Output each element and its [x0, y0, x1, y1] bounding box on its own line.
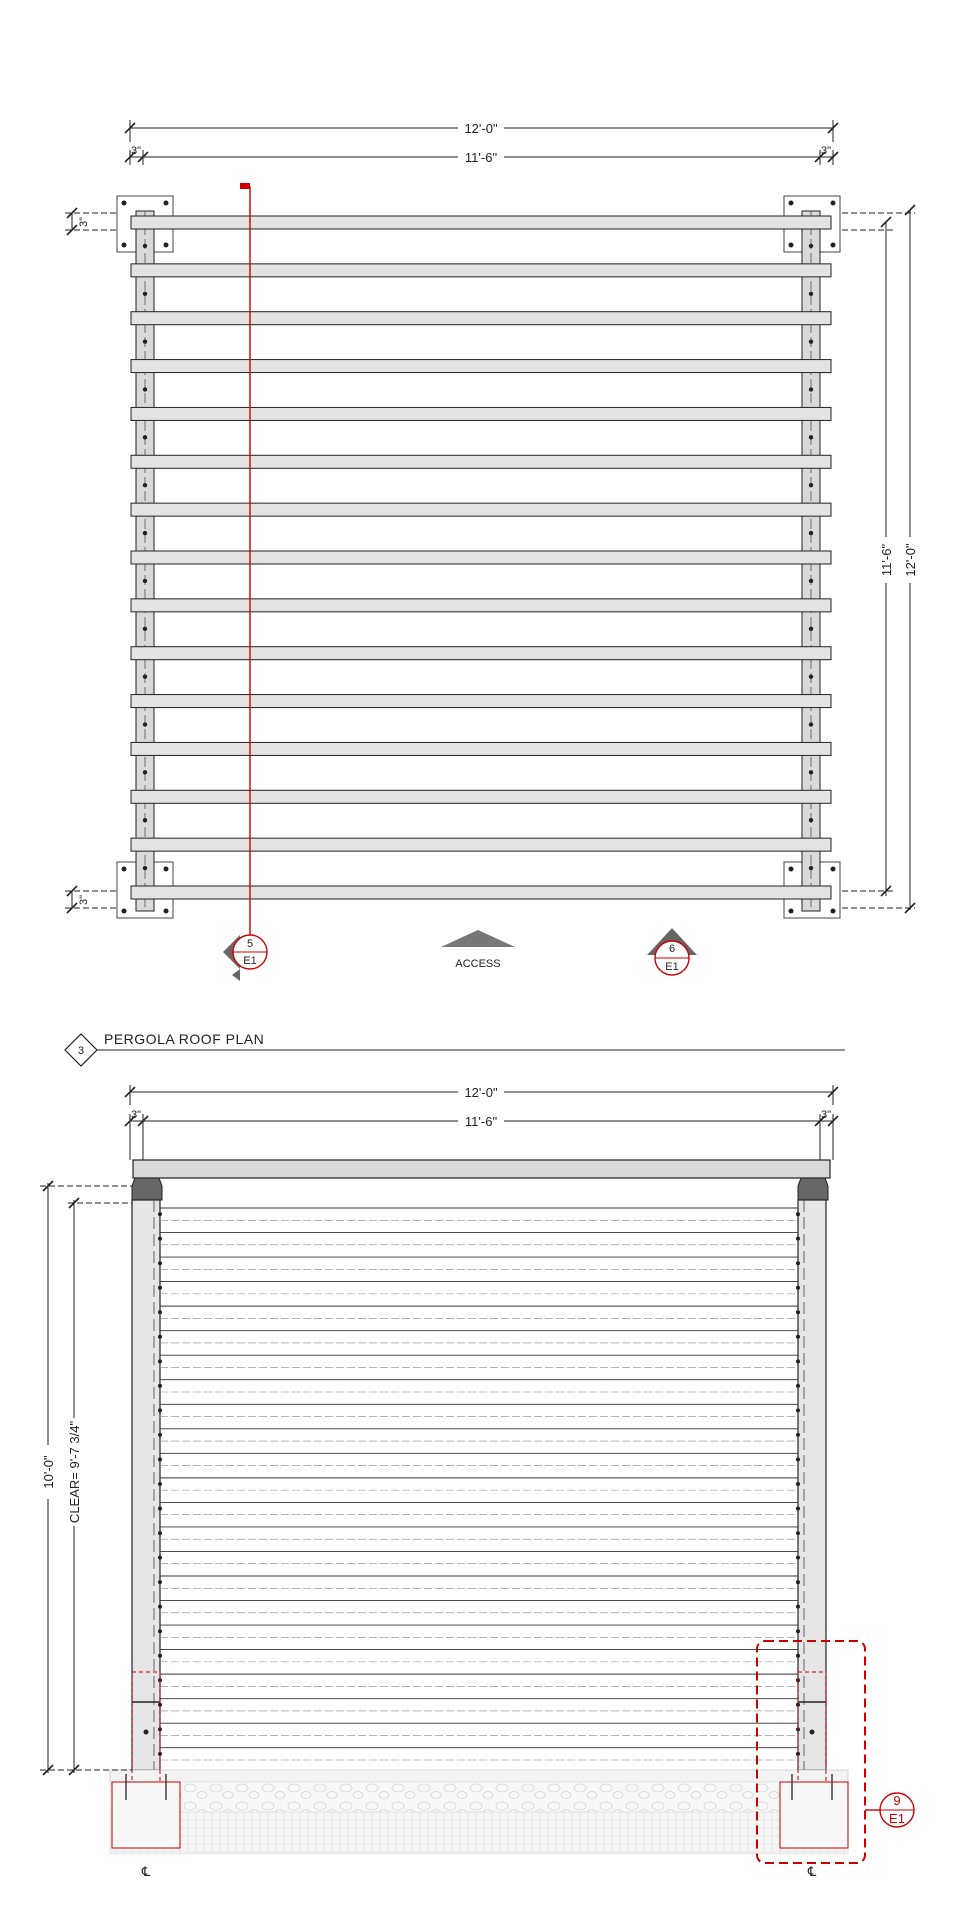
slat-screw [158, 1556, 162, 1560]
slat-screw [796, 1654, 800, 1658]
roof-slat [131, 455, 831, 468]
clear-height-label: CLEAR= 9'-7 3/4" [67, 1420, 82, 1524]
slat-screw [796, 1212, 800, 1216]
roof-slat [131, 790, 831, 803]
roof-slats [131, 216, 831, 899]
roof-plan [65, 120, 918, 1066]
slat-screw [158, 1654, 162, 1658]
dim-label: 11'-6" [464, 150, 498, 165]
beam-bolt [809, 770, 813, 774]
beam-bolt [809, 244, 813, 248]
centerline-left: ℄ [141, 1864, 151, 1879]
slat-screw [158, 1629, 162, 1633]
slat-screw [796, 1359, 800, 1363]
beam-bolt [143, 292, 147, 296]
beam-bolt [809, 339, 813, 343]
beam-bolt [809, 531, 813, 535]
slat-screw [796, 1335, 800, 1339]
marker-number: 6 [668, 943, 676, 955]
edge-dim-bottom: 3" [78, 894, 90, 906]
marker-sheet: E1 [243, 955, 257, 967]
slat-screw [796, 1457, 800, 1461]
slat-screw [796, 1605, 800, 1609]
posts [132, 1200, 826, 1770]
access-arrow [441, 930, 515, 970]
beam-bolt [143, 770, 147, 774]
dim-inner-width [125, 145, 838, 165]
edge-dim-right: 3" [820, 1109, 832, 1121]
beam-bolt [143, 339, 147, 343]
roof-slat [131, 360, 831, 373]
beam-bolt [809, 435, 813, 439]
roof-slat [131, 886, 831, 899]
section-marker-5[interactable] [223, 935, 267, 981]
dim-label: 11'-6" [879, 543, 894, 577]
roof-slat [131, 838, 831, 851]
slat-screw [796, 1384, 800, 1388]
beam-bolt [809, 818, 813, 822]
marker-sheet: E1 [889, 1811, 905, 1826]
dim-overall-width [125, 120, 838, 142]
slat-screw [796, 1310, 800, 1314]
roof-plan-title [65, 1031, 845, 1066]
slat-screw [796, 1507, 800, 1511]
elev-dim-overall-width [125, 1084, 838, 1105]
slat-screw [158, 1433, 162, 1437]
dim-label: 12'-0" [464, 1085, 498, 1100]
roof-slat [131, 503, 831, 516]
beam-bolt [809, 292, 813, 296]
slat-screw [158, 1237, 162, 1241]
marker-number: 5 [246, 938, 254, 950]
beam-bolt [143, 579, 147, 583]
roof-slat [131, 407, 831, 420]
roof-slat [131, 264, 831, 277]
slat-screw [796, 1580, 800, 1584]
beam-bolt [143, 674, 147, 678]
slat-screw [158, 1359, 162, 1363]
beam-bolt [143, 387, 147, 391]
roof-slat [131, 312, 831, 325]
roof-slat [131, 551, 831, 564]
beam-bolt [143, 722, 147, 726]
elev-dim-inner-width [125, 1109, 838, 1160]
slat-screw [158, 1482, 162, 1486]
slat-screw [796, 1237, 800, 1241]
dim-label: 12'-0" [464, 121, 498, 136]
beam-bolt [809, 674, 813, 678]
slat-screw [158, 1310, 162, 1314]
section-marker-6[interactable] [647, 928, 697, 975]
post-caps [132, 1178, 828, 1200]
slat-screw [158, 1261, 162, 1265]
centerline-right: ℄ [807, 1864, 817, 1879]
drawing-title: PERGOLA ROOF PLAN [104, 1031, 265, 1047]
slat-screw [158, 1212, 162, 1216]
dim-right-depth [833, 205, 918, 913]
top-beam [133, 1160, 830, 1178]
slat-screw [158, 1457, 162, 1461]
slat-screw [158, 1605, 162, 1609]
beam-bolt [143, 483, 147, 487]
slat-screw [796, 1433, 800, 1437]
edge-dim-left: 3" [130, 1109, 142, 1121]
slat-screw [796, 1531, 800, 1535]
slat-screw [158, 1507, 162, 1511]
beam-bolt [809, 483, 813, 487]
slat-screw [158, 1408, 162, 1412]
slat-screw [796, 1286, 800, 1290]
slat-screw [796, 1408, 800, 1412]
beam-bolt [143, 818, 147, 822]
edge-dim-left: 3" [130, 145, 142, 157]
beam-bolt [143, 531, 147, 535]
roof-slat [131, 599, 831, 612]
marker-sheet: E1 [665, 961, 679, 973]
beam-bolt [809, 579, 813, 583]
elev-dim-height [40, 1181, 132, 1775]
edge-dim-top: 3" [78, 216, 90, 228]
slat-screw [796, 1629, 800, 1633]
roof-slat [131, 695, 831, 708]
beam-bolt [143, 244, 147, 248]
roof-slat [131, 647, 831, 660]
slat-screw [158, 1384, 162, 1388]
beam-bolt [809, 387, 813, 391]
edge-dim-right: 3" [820, 145, 832, 157]
slat-screw [796, 1482, 800, 1486]
dim-label: 11'-6" [464, 1114, 498, 1129]
beam-bolt [809, 627, 813, 631]
beam-bolt [809, 866, 813, 870]
marker-number: 9 [893, 1793, 901, 1808]
ground-section [110, 1672, 848, 1854]
roof-slat [131, 742, 831, 755]
slat-screw [158, 1531, 162, 1535]
roof-slat [131, 216, 831, 229]
privacy-slats [160, 1208, 798, 1760]
beam-bolt [143, 435, 147, 439]
slat-screw [796, 1261, 800, 1265]
beam-bolt [143, 866, 147, 870]
slat-screw [158, 1335, 162, 1339]
slat-screw [158, 1286, 162, 1290]
title-number: 3 [77, 1045, 85, 1057]
dim-label: 10'-0" [41, 1455, 56, 1489]
slat-screw [158, 1580, 162, 1584]
dim-label: 12'-0" [903, 543, 918, 577]
access-label: ACCESS [455, 958, 501, 970]
slat-screw [796, 1556, 800, 1560]
elevation [40, 1084, 914, 1879]
beam-bolt [809, 722, 813, 726]
beam-bolt [143, 627, 147, 631]
